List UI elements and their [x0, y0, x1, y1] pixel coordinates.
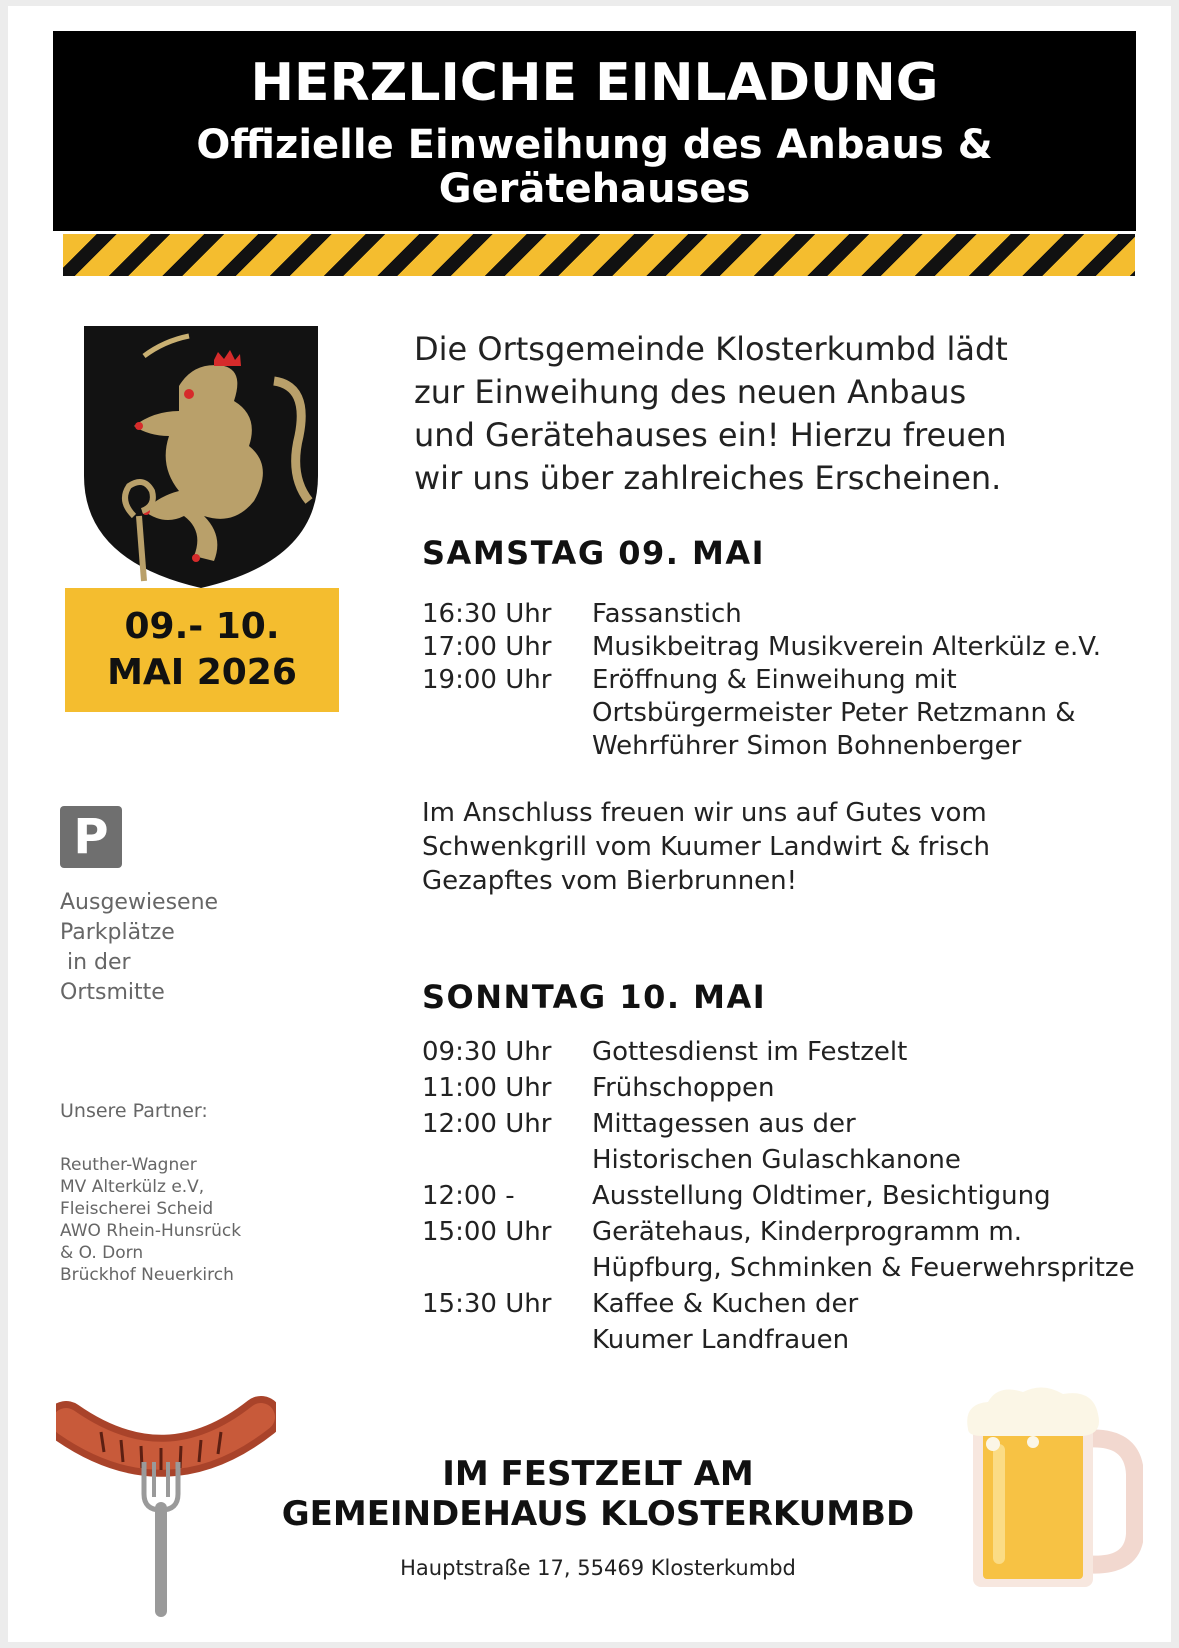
header-subtitle	[53, 123, 1136, 211]
schedule-row	[422, 697, 1142, 730]
intro-text	[414, 328, 1154, 500]
schedule-row	[422, 1034, 1142, 1070]
caution-stripes	[63, 234, 1135, 276]
partners-title: Unsere Partner:	[60, 1100, 208, 1122]
date-badge	[65, 588, 339, 712]
schedule-time: 16:30 Uhr	[422, 599, 552, 629]
parking-line: Ausgewiesene	[60, 890, 219, 915]
venue-address: Hauptstraße 17, 55469 Klosterkumbd	[400, 1556, 796, 1580]
schedule-row	[422, 1178, 1142, 1214]
schedule-time	[422, 1322, 592, 1358]
schedule-desc: Gottesdienst im Festzelt	[592, 1037, 908, 1067]
partner-item: & O. Dorn	[60, 1243, 144, 1263]
header-subtitle-line1: Offizielle Einweihung des Anbaus &	[196, 122, 993, 168]
schedule-row	[422, 1070, 1142, 1106]
intro-line: und Gerätehauses ein! Hierzu freuen	[414, 416, 1007, 454]
sunday-schedule	[422, 1034, 1142, 1358]
schedule-time: 12:00 -	[422, 1181, 515, 1211]
schedule-row	[422, 1250, 1142, 1286]
sausage-fork-icon	[56, 1382, 276, 1622]
venue-title	[248, 1454, 948, 1534]
schedule-time	[422, 1250, 592, 1286]
date-badge-line1: 09.- 10.	[124, 606, 280, 647]
schedule-time: 09:30 Uhr	[422, 1037, 552, 1067]
parking-line: in der	[60, 950, 131, 975]
parking-icon: P	[60, 806, 122, 868]
schedule-desc: Musikbeitrag Musikverein Alterkülz e.V.	[592, 632, 1101, 662]
beer-mug-icon	[963, 1384, 1143, 1590]
intro-line: zur Einweihung des neuen Anbaus	[414, 373, 967, 411]
schedule-row	[422, 1142, 1142, 1178]
header-banner	[53, 31, 1136, 231]
schedule-time: 12:00 Uhr	[422, 1109, 552, 1139]
partner-item: Brückhof Neuerkirch	[60, 1265, 234, 1285]
partner-item: Fleischerei Scheid	[60, 1199, 214, 1219]
schedule-time: 15:00 Uhr	[422, 1217, 552, 1247]
schedule-desc: Ortsbürgermeister Peter Retzmann &	[592, 698, 1076, 728]
after-line: Schwenkgrill vom Kuumer Landwirt & frisch	[422, 832, 991, 862]
schedule-desc: Mittagessen aus der	[592, 1109, 856, 1139]
partner-item: MV Alterkülz e.V,	[60, 1177, 205, 1197]
saturday-heading: SAMSTAG 09. MAI	[422, 534, 766, 572]
schedule-row	[422, 631, 1142, 664]
schedule-row	[422, 1286, 1142, 1322]
schedule-desc: Kaffee & Kuchen der	[592, 1289, 859, 1319]
schedule-time: 19:00 Uhr	[422, 665, 552, 695]
venue-line2: GEMEINDEHAUS KLOSTERKUMBD	[281, 1494, 915, 1534]
schedule-time	[422, 730, 592, 763]
schedule-desc: Frühschoppen	[592, 1073, 775, 1103]
schedule-desc: Ausstellung Oldtimer, Besichtigung	[592, 1181, 1051, 1211]
parking-line: Ortsmitte	[60, 980, 165, 1005]
saturday-schedule	[422, 598, 1142, 763]
coat-of-arms-icon	[84, 326, 318, 588]
intro-line: wir uns über zahlreiches Erscheinen.	[414, 459, 1002, 497]
schedule-row	[422, 730, 1142, 763]
saturday-after-text	[422, 796, 1142, 898]
schedule-desc: Historischen Gulaschkanone	[592, 1145, 961, 1175]
venue-line1: IM FESTZELT AM	[442, 1454, 754, 1494]
date-badge-line2: MAI 2026	[107, 652, 297, 693]
schedule-time: 17:00 Uhr	[422, 632, 552, 662]
partner-item: AWO Rhein-Hunsrück	[60, 1221, 242, 1241]
schedule-desc: Gerätehaus, Kinderprogramm m.	[592, 1217, 1023, 1247]
parking-line: Parkplätze	[60, 920, 175, 945]
partners-list	[60, 1154, 320, 1286]
partner-item: Reuther-Wagner	[60, 1155, 197, 1175]
schedule-desc: Kuumer Landfrauen	[592, 1325, 850, 1355]
schedule-row	[422, 1106, 1142, 1142]
schedule-row	[422, 1214, 1142, 1250]
schedule-time: 11:00 Uhr	[422, 1073, 552, 1103]
schedule-time	[422, 697, 592, 730]
header-title: HERZLICHE EINLADUNG	[250, 53, 939, 113]
intro-line: Die Ortsgemeinde Klosterkumbd lädt	[414, 330, 1008, 368]
schedule-row	[422, 1322, 1142, 1358]
after-line: Gezapftes vom Bierbrunnen!	[422, 866, 798, 896]
schedule-desc: Wehrführer Simon Bohnenberger	[592, 731, 1022, 761]
schedule-desc: Eröffnung & Einweihung mit	[592, 665, 957, 695]
parking-text	[60, 888, 280, 1008]
schedule-row	[422, 664, 1142, 697]
schedule-desc: Fassanstich	[592, 599, 742, 629]
after-line: Im Anschluss freuen wir uns auf Gutes vom	[422, 798, 987, 828]
schedule-time	[422, 1142, 592, 1178]
header-subtitle-line2: Gerätehauses	[438, 166, 751, 212]
invitation-page	[8, 6, 1171, 1642]
schedule-desc: Hüpfburg, Schminken & Feuerwehrspritze	[592, 1253, 1135, 1283]
schedule-row	[422, 598, 1142, 631]
schedule-time: 15:30 Uhr	[422, 1289, 552, 1319]
sunday-heading: SONNTAG 10. MAI	[422, 978, 767, 1016]
